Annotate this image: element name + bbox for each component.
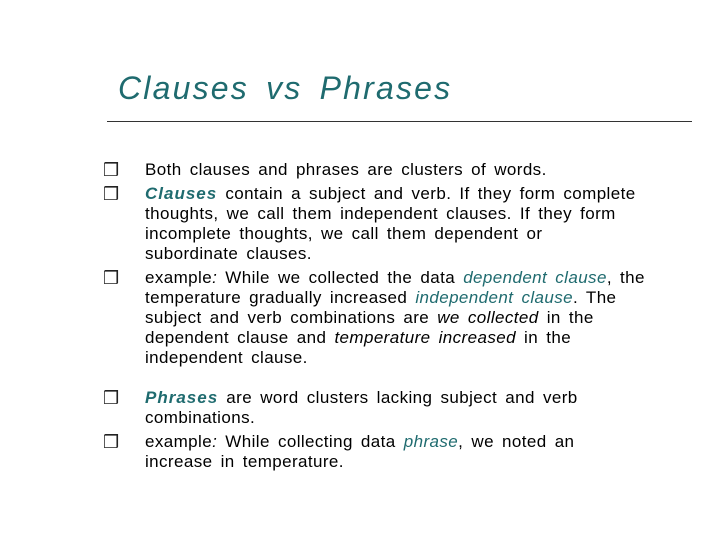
- text: , the: [606, 268, 645, 287]
- bullet-item: [103, 268, 693, 368]
- bullet-item: [103, 160, 693, 180]
- text: :: [212, 432, 218, 451]
- square-bullet-icon: ❒: [103, 388, 120, 408]
- square-bullet-icon: ❒: [103, 184, 120, 204]
- bullet-list: [103, 160, 693, 476]
- bullet-text: increase in temperature.: [145, 452, 344, 471]
- bullet-text: thoughts, we call them independent clauses. If they form: [145, 204, 616, 223]
- text: in the: [538, 308, 594, 327]
- text: , we noted an: [458, 432, 575, 451]
- bullet-text: [145, 308, 693, 328]
- text: in the: [515, 328, 572, 347]
- text: While collecting data: [217, 432, 404, 451]
- square-bullet-icon: ❒: [103, 160, 120, 180]
- bullet-item: [103, 388, 693, 428]
- highlight-phrase: phrase: [403, 432, 459, 451]
- bullet-text: independent clause.: [145, 348, 308, 367]
- italic-we-collected: we collected: [437, 308, 539, 327]
- square-bullet-icon: ❒: [103, 268, 120, 288]
- bullet-text: [145, 432, 693, 452]
- text: temperature gradually increased: [145, 288, 416, 307]
- term-phrases: Phrases: [145, 388, 219, 407]
- bullet-text: [145, 184, 693, 204]
- text: While we collected the data: [217, 268, 464, 287]
- text: example: [145, 432, 213, 451]
- text: dependent clause and: [145, 328, 335, 347]
- italic-temperature-increased: temperature increased: [334, 328, 516, 347]
- highlight-independent-clause: independent clause: [415, 288, 573, 307]
- text: . The: [572, 288, 617, 307]
- bullet-text: subordinate clauses.: [145, 244, 312, 263]
- title-divider: [107, 121, 692, 122]
- bullet-item: [103, 432, 693, 472]
- square-bullet-icon: ❒: [103, 432, 120, 452]
- highlight-dependent-clause: dependent clause: [463, 268, 607, 287]
- bullet-text: [145, 288, 693, 308]
- text: :: [212, 268, 218, 287]
- bullet-text: combinations.: [145, 408, 256, 427]
- bullet-text: [145, 328, 693, 348]
- bullet-text: incomplete thoughts, we call them dependent or: [145, 224, 543, 243]
- text: are word clusters lacking subject and verb: [218, 388, 578, 407]
- term-clauses: Clauses: [145, 184, 218, 203]
- bullet-text: Both clauses and phrases are clusters of words.: [145, 160, 547, 179]
- slide-title: Clauses vs Phrases: [118, 70, 453, 106]
- text: subject and verb combinations are: [145, 308, 438, 327]
- text: example: [145, 268, 213, 287]
- bullet-text: [145, 268, 693, 288]
- text: contain a subject and verb. If they form complete: [217, 184, 636, 203]
- bullet-item: [103, 184, 693, 264]
- bullet-text: [145, 388, 693, 408]
